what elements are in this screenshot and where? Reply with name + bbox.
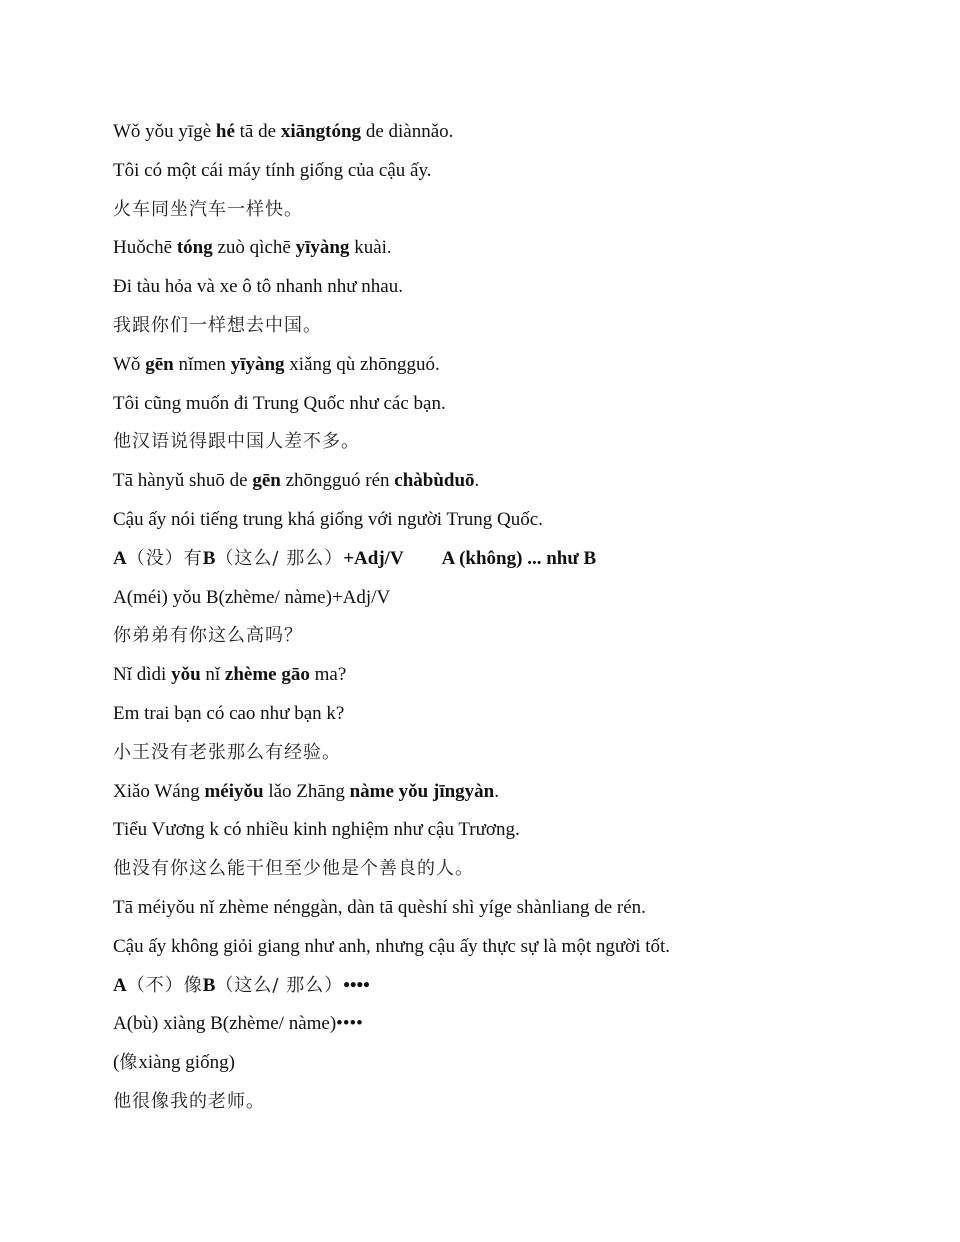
text-segment: Cậu ấy không giỏi giang như anh, nhưng cậu ấy thực sự là một người tốt. bbox=[113, 935, 671, 957]
text-segment: Wǒ yǒu yīgè bbox=[113, 121, 216, 142]
text-segment: Tā hànyǔ shuō de bbox=[113, 470, 253, 492]
vietnamese-line bbox=[113, 152, 873, 191]
chinese-line bbox=[113, 734, 873, 773]
text-segment: Nǐ dìdi bbox=[113, 664, 172, 686]
pinyin-line bbox=[113, 889, 873, 928]
text-segment: 他没有你这么能干但至少他是个善良的人。 bbox=[113, 858, 474, 880]
emphasized-text: méiyǒu bbox=[204, 780, 264, 802]
chinese-line bbox=[113, 423, 873, 462]
chinese-line bbox=[113, 191, 873, 230]
vietnamese-line bbox=[113, 811, 873, 850]
text-segment: ( bbox=[113, 1052, 120, 1074]
text-segment: Tiểu Vương k có nhiều kinh nghiệm như cậu Trương. bbox=[113, 819, 520, 841]
text-segment: 小王没有老张那么有经验。 bbox=[113, 741, 341, 763]
vietnamese-line bbox=[113, 695, 873, 734]
text-segment: Huǒchē bbox=[113, 237, 177, 259]
pinyin-line bbox=[113, 346, 873, 385]
emphasized-text: nàme yǒu jīngyàn bbox=[349, 780, 495, 802]
chinese-line bbox=[113, 1083, 873, 1122]
text-segment: Wǒ bbox=[113, 353, 146, 375]
emphasized-text: •••• bbox=[343, 974, 370, 996]
emphasized-text: yǒu bbox=[171, 664, 201, 686]
pinyin-line bbox=[113, 773, 873, 812]
emphasized-text: A bbox=[113, 974, 127, 996]
text-segment: 我跟你们一样想去中国。 bbox=[113, 314, 322, 336]
chinese-line bbox=[113, 307, 873, 346]
text-segment: A(bù) xiàng B(zhème/ nàme)•••• bbox=[113, 1013, 363, 1035]
emphasized-text: gēn bbox=[252, 470, 281, 492]
text-segment: 你弟弟有你这么高吗？ bbox=[113, 625, 303, 647]
emphasized-text: +Adj/V bbox=[343, 547, 404, 569]
text-segment: （这么/ 那么） bbox=[215, 547, 344, 569]
emphasized-text: B bbox=[202, 974, 216, 996]
text-segment: . bbox=[474, 470, 480, 492]
text-segment: （不）像 bbox=[126, 974, 203, 996]
pinyin-line bbox=[113, 113, 873, 152]
pinyin-line bbox=[113, 579, 873, 618]
text-segment: lǎo Zhāng bbox=[263, 780, 350, 802]
emphasized-text: tóng bbox=[176, 237, 213, 259]
text-segment: de diànnǎo. bbox=[361, 121, 454, 142]
text-segment: zuò qìchē bbox=[212, 237, 296, 259]
text-segment: 他汉语说得跟中国人差不多。 bbox=[113, 431, 360, 453]
structure-line bbox=[113, 540, 873, 579]
text-segment: nǐ bbox=[200, 664, 225, 686]
pinyin-line bbox=[113, 462, 873, 501]
structure-line bbox=[113, 967, 873, 1006]
note-line bbox=[113, 1044, 873, 1083]
emphasized-text: zhème gāo bbox=[224, 664, 310, 686]
text-segment: ma? bbox=[309, 664, 347, 686]
text-segment: （这么/ 那么） bbox=[215, 974, 344, 996]
pinyin-line bbox=[113, 1005, 873, 1044]
emphasized-text: gēn bbox=[145, 353, 174, 375]
text-segment: Cậu ấy nói tiếng trung khá giống với người Trung Quốc. bbox=[113, 508, 543, 530]
pinyin-line bbox=[113, 229, 873, 268]
text-segment: zhōngguó rén bbox=[280, 470, 395, 492]
text-segment: Tā méiyǒu nǐ zhème nénggàn, dàn tā quèshí shì yíge shànliang de rén. bbox=[113, 896, 646, 918]
emphasized-text: chàbùduō bbox=[394, 470, 475, 492]
text-segment: tā de bbox=[234, 121, 281, 142]
document-body bbox=[113, 113, 873, 1122]
vietnamese-line bbox=[113, 268, 873, 307]
text-segment: . bbox=[494, 780, 499, 802]
emphasized-text: yīyàng bbox=[230, 353, 285, 375]
emphasized-text: xiāngtóng bbox=[280, 121, 362, 142]
pinyin-line bbox=[113, 656, 873, 695]
text-segment: 像 bbox=[119, 1052, 139, 1074]
text-segment: nǐmen bbox=[173, 353, 231, 375]
text-segment: kuài. bbox=[349, 237, 392, 259]
text-segment: Tôi cũng muốn đi Trung Quốc như các bạn. bbox=[113, 392, 446, 414]
text-segment: A(méi) yǒu B(zhème/ nàme)+Adj/V bbox=[113, 586, 391, 608]
chinese-line bbox=[113, 617, 873, 656]
emphasized-text: hé bbox=[215, 121, 235, 142]
emphasized-text: A bbox=[113, 547, 127, 569]
text-segment: xiàng giống) bbox=[138, 1052, 235, 1074]
text-segment: xiǎng qù zhōngguó. bbox=[284, 353, 440, 375]
text-segment: Đi tàu hỏa và xe ô tô nhanh như nhau. bbox=[113, 276, 403, 298]
text-segment: 他很像我的老师。 bbox=[113, 1090, 265, 1112]
emphasized-text: yīyàng bbox=[295, 237, 350, 259]
vietnamese-line bbox=[113, 385, 873, 424]
text-segment: （没）有 bbox=[126, 547, 203, 569]
emphasized-text: A (không) ... như B bbox=[441, 547, 597, 569]
vietnamese-line bbox=[113, 928, 873, 967]
emphasized-text: B bbox=[202, 547, 216, 569]
text-segment: Xiǎo Wáng bbox=[113, 780, 205, 802]
text-segment: 火车同坐汽车一样快。 bbox=[113, 198, 303, 220]
text-segment: Tôi có một cái máy tính giống của cậu ấy. bbox=[113, 159, 432, 181]
chinese-line bbox=[113, 850, 873, 889]
vietnamese-line bbox=[113, 501, 873, 540]
text-segment: Em trai bạn có cao như bạn k? bbox=[113, 702, 345, 724]
